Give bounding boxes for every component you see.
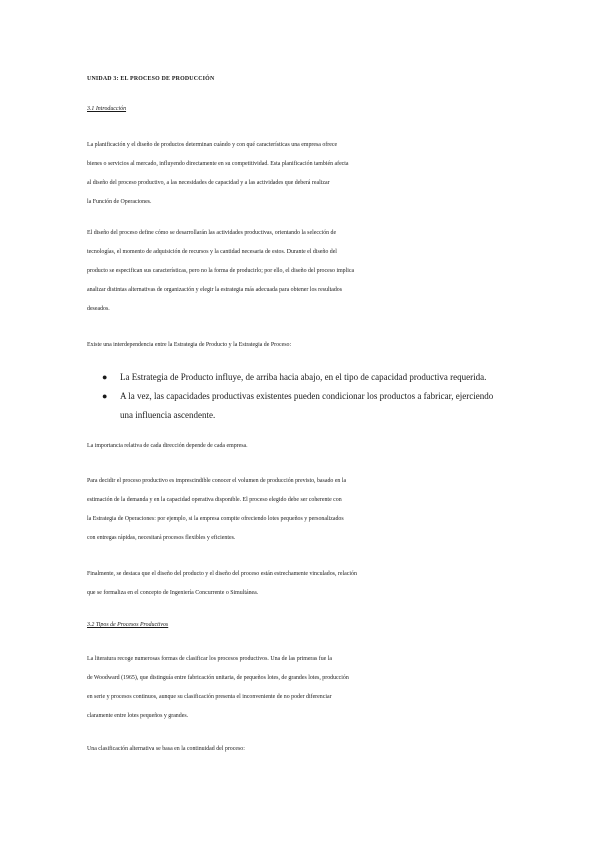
text-line: analizar distintas alternativas de organización y elegir la estrategia más adecuada para obtener los resultados	[87, 287, 343, 293]
bullet-icon: ●	[102, 372, 108, 382]
paragraph-intro-4: La importancia relativa de cada dirección depende de cada empresa.	[87, 443, 248, 449]
text-line: El diseño del proceso define cómo se desarrollarán las actividades productivas, orientando la selección de	[87, 230, 337, 236]
paragraph-intro-3: Existe una interdependencia entre la Estrategia de Producto y la Estrategia de Proceso:	[87, 342, 292, 348]
unit-title: UNIDAD 3: EL PROCESO DE PRODUCCIÓN	[87, 76, 215, 82]
text-line: La literatura recoge numerosas formas de clasificar los procesos productivos. Una de las primeras fue la	[87, 656, 333, 662]
paragraph-intro-5	[87, 472, 527, 548]
text-line: con entregas rápidas, necesitará procesos flexibles y eficientes.	[87, 535, 236, 541]
paragraph-types-2: Una clasificación alternativa se basa en la continuidad del proceso:	[87, 746, 245, 752]
paragraph-intro-6	[87, 565, 527, 603]
bullet-icon: ●	[102, 391, 108, 401]
text-line: la Función de Operaciones.	[87, 199, 152, 205]
paragraph-intro-2	[87, 224, 527, 319]
text-line: tecnologías, el momento de adquisición de recursos y la cantidad necesaria de estos. Durante el diseño del	[87, 249, 337, 255]
text-line: Para decidir el proceso productivo es imprescindible conocer el volumen de producción previsto, basado en la	[87, 478, 347, 484]
text-line: deseados.	[87, 306, 110, 312]
bullet-list	[102, 368, 532, 425]
paragraph-types-1	[87, 650, 527, 726]
paragraph-intro-1	[87, 136, 527, 212]
list-item: ● A la vez, las capacidades productivas existentes pueden condicionar los productos a fabricar, ejerciendo una influencia ascendente.	[102, 387, 532, 425]
text-line: claramente entre lotes pequeños y grandes.	[87, 713, 189, 719]
text-line: de Woodward (1965), que distinguía entre fabricación unitaria, de pequeños lotes, de grandes lotes, producción	[87, 675, 349, 681]
list-item: ● La Estrategia de Producto influye, de arriba hacia abajo, en el tipo de capacidad productiva requerida.	[102, 368, 532, 387]
section-heading-process-types: 3.2 Tipos de Procesos Productivos	[87, 622, 169, 628]
text-line: que se formaliza en el concepto de Ingeniería Concurrente o Simultánea.	[87, 590, 259, 596]
text-line: Finalmente, se destaca que el diseño del producto y el diseño del proceso están estrechamente vinculados, relación	[87, 571, 357, 577]
text-line: en serie y procesos continuos, aunque su clasificación presenta el inconveniente de no poder diferenciar	[87, 694, 332, 700]
text-line: bienes o servicios al mercado, influyendo directamente en su competitividad. Esta planificación también afecta	[87, 161, 349, 167]
text-line: al diseño del proceso productivo, a las necesidades de capacidad y a las actividades que deberá realizar	[87, 180, 330, 186]
text-line: estimación de la demanda y en la capacidad operativa disponible. El proceso elegido debe ser coherente con	[87, 497, 342, 503]
section-heading-introduction: 3.1 Introducción	[87, 106, 127, 112]
text-line: La planificación y el diseño de productos determinan cuándo y con qué características una empresa ofrece	[87, 142, 338, 148]
text-line: producto se especifican sus características, pero no la forma de producirlo; por ello, el diseño del proceso implica	[87, 268, 355, 274]
text-line: la Estrategia de Operaciones: por ejemplo, si la empresa compite ofreciendo lotes pequeños y personalizados	[87, 516, 344, 522]
